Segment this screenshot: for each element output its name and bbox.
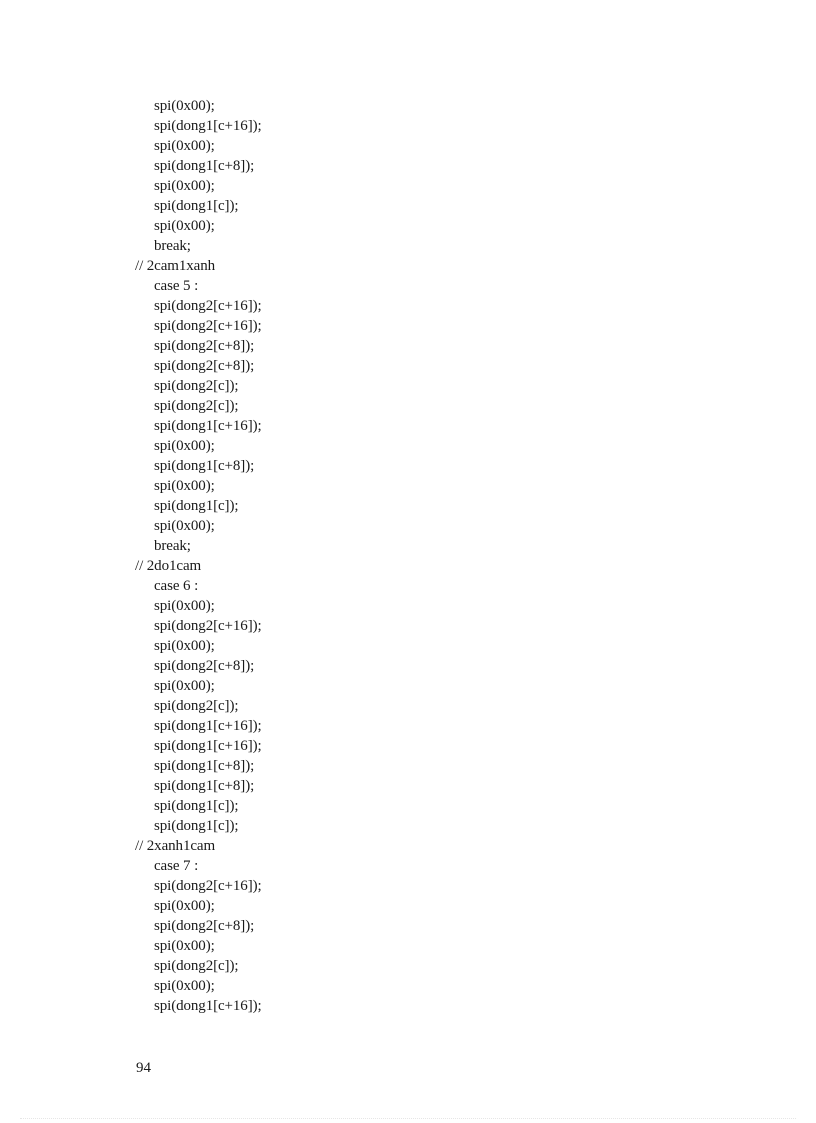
code-line: spi(0x00);: [154, 438, 215, 454]
code-line: spi(dong1[c+8]);: [154, 158, 255, 174]
code-line: spi(dong1[c+16]);: [154, 418, 262, 434]
code-line: break;: [154, 538, 191, 554]
code-line: case 7 :: [154, 858, 199, 874]
code-line: spi(0x00);: [154, 218, 215, 234]
code-line: spi(dong2[c+8]);: [154, 918, 255, 934]
code-line: spi(dong2[c+8]);: [154, 358, 255, 374]
code-line: spi(dong1[c+8]);: [154, 758, 255, 774]
code-line: spi(dong1[c]);: [154, 798, 239, 814]
code-line: case 5 :: [154, 278, 199, 294]
code-line: spi(dong2[c]);: [154, 698, 239, 714]
code-line: spi(dong1[c+8]);: [154, 778, 255, 794]
code-line: spi(0x00);: [154, 978, 215, 994]
code-line: spi(dong2[c+8]);: [154, 338, 255, 354]
code-line: spi(dong1[c]);: [154, 818, 239, 834]
code-line: case 6 :: [154, 578, 199, 594]
code-listing: [0, 96, 816, 1016]
code-line: spi(0x00);: [154, 178, 215, 194]
code-line: spi(dong1[c+8]);: [154, 458, 255, 474]
code-line: spi(0x00);: [154, 98, 215, 114]
code-line: spi(dong2[c]);: [154, 398, 239, 414]
code-line: spi(dong2[c+16]);: [154, 878, 262, 894]
code-line: spi(dong2[c]);: [154, 958, 239, 974]
page-number: 94: [136, 1060, 151, 1076]
page-bottom-rule: [20, 1118, 796, 1119]
code-line: spi(dong2[c+16]);: [154, 318, 262, 334]
code-line: spi(dong2[c+8]);: [154, 658, 255, 674]
code-line: spi(dong1[c]);: [154, 498, 239, 514]
code-line: spi(dong1[c+16]);: [154, 118, 262, 134]
code-line: spi(dong2[c+16]);: [154, 618, 262, 634]
code-comment-line: // 2cam1xanh: [135, 258, 216, 274]
code-line: spi(dong2[c]);: [154, 378, 239, 394]
code-line: spi(dong1[c+16]);: [154, 998, 262, 1014]
code-line: spi(0x00);: [154, 938, 215, 954]
code-line: spi(0x00);: [154, 478, 215, 494]
code-line: spi(dong2[c+16]);: [154, 298, 262, 314]
code-comment-line: // 2do1cam: [135, 558, 202, 574]
code-line: spi(0x00);: [154, 638, 215, 654]
code-line: spi(0x00);: [154, 138, 215, 154]
code-line: spi(dong1[c+16]);: [154, 738, 262, 754]
code-line: spi(0x00);: [154, 678, 215, 694]
code-line: spi(0x00);: [154, 598, 215, 614]
code-line: spi(0x00);: [154, 898, 215, 914]
code-line: break;: [154, 238, 191, 254]
code-line: spi(0x00);: [154, 518, 215, 534]
code-comment-line: // 2xanh1cam: [135, 838, 216, 854]
code-line: spi(dong1[c+16]);: [154, 718, 262, 734]
code-line: spi(dong1[c]);: [154, 198, 239, 214]
